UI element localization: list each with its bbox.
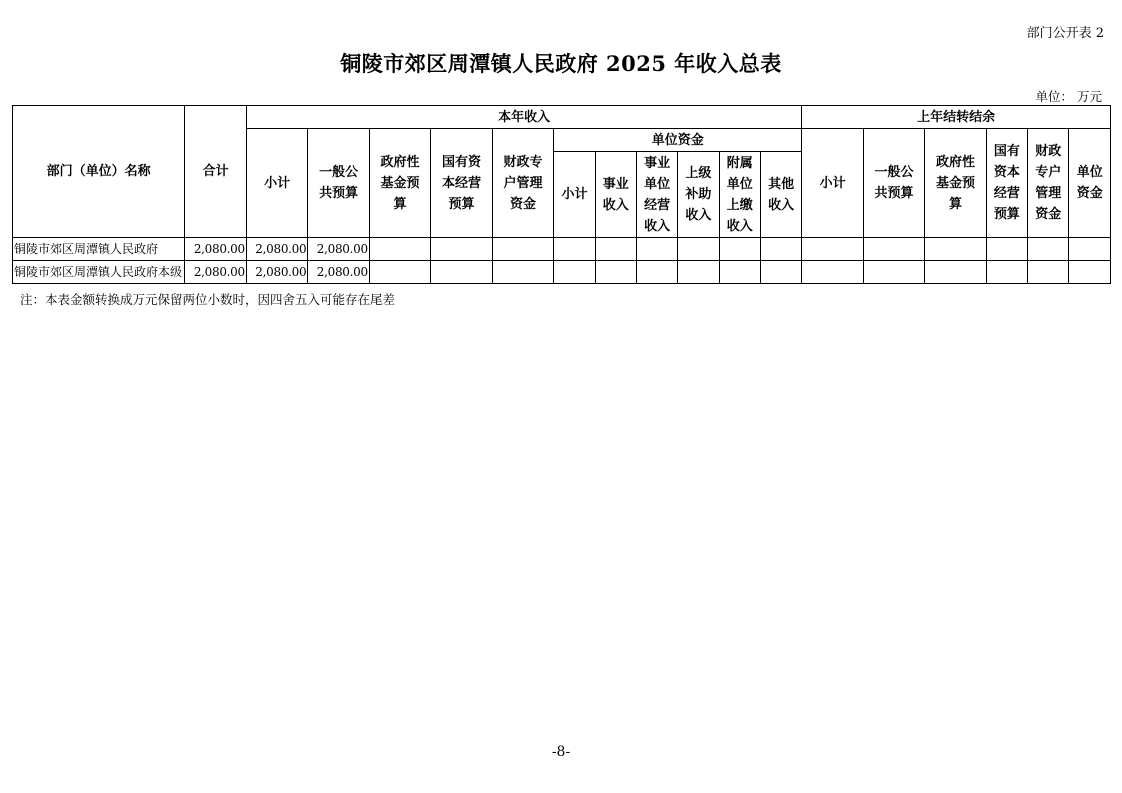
row-subtotal: 2,080.00	[246, 238, 307, 261]
col-header-prev-gov-fund: 政府性基金预算	[925, 129, 986, 238]
col-header-current-state-capital: 国有资本经营预算	[431, 129, 492, 238]
form-label: 部门公开表 2	[1026, 26, 1104, 41]
col-header-prev-general-budget: 一般公共预算	[863, 129, 924, 238]
group-header-previous-carryover: 上年结转结余	[802, 106, 1111, 129]
row-subtotal: 2,080.00	[246, 261, 307, 284]
col-header-current-general-budget: 一般公共预算	[308, 129, 369, 238]
col-header-other-income: 其他收入	[760, 152, 801, 238]
row-dept-name: 铜陵市郊区周潭镇人民政府	[13, 238, 185, 261]
col-header-affiliated-payment: 附属单位上缴收入	[719, 152, 760, 238]
row-total: 2,080.00	[185, 238, 246, 261]
group-header-current-year: 本年收入	[246, 106, 801, 129]
col-header-superior-subsidy: 上级补助收入	[678, 152, 719, 238]
table-row	[13, 238, 1111, 261]
page-title: 铜陵市郊区周潭镇人民政府 2025 年收入总表	[340, 51, 782, 76]
col-header-unit-subtotal: 小计	[554, 152, 595, 238]
group-header-unit-funds: 单位资金	[554, 129, 802, 152]
row-total: 2,080.00	[185, 261, 246, 284]
income-summary-table	[12, 105, 1111, 284]
col-header-prev-subtotal: 小计	[802, 129, 863, 238]
unit-label: 单位： 万元	[1035, 89, 1102, 104]
row-general-budget: 2,080.00	[308, 238, 369, 261]
table-footnote: 注：本表金额转换成万元保留两位小数时，因四舍五入可能存在尾差	[20, 292, 396, 307]
row-general-budget: 2,080.00	[308, 261, 369, 284]
col-header-dept: 部门（单位）名称	[13, 106, 185, 238]
col-header-current-subtotal: 小计	[246, 129, 307, 238]
page-number: -8-	[551, 744, 571, 760]
col-header-prev-state-capital: 国有资本经营预算	[986, 129, 1027, 238]
col-header-current-gov-fund: 政府性基金预算	[369, 129, 430, 238]
col-header-prev-unit-funds: 单位资金	[1069, 129, 1111, 238]
col-header-total: 合计	[185, 106, 246, 238]
table-row	[13, 261, 1111, 284]
col-header-prev-fiscal-special: 财政专户管理资金	[1028, 129, 1069, 238]
col-header-operating-income: 事业单位经营收入	[636, 152, 677, 238]
col-header-current-fiscal-special: 财政专户管理资金	[492, 129, 553, 238]
col-header-business-income: 事业收入	[595, 152, 636, 238]
row-dept-name: 铜陵市郊区周潭镇人民政府本级	[13, 261, 185, 284]
